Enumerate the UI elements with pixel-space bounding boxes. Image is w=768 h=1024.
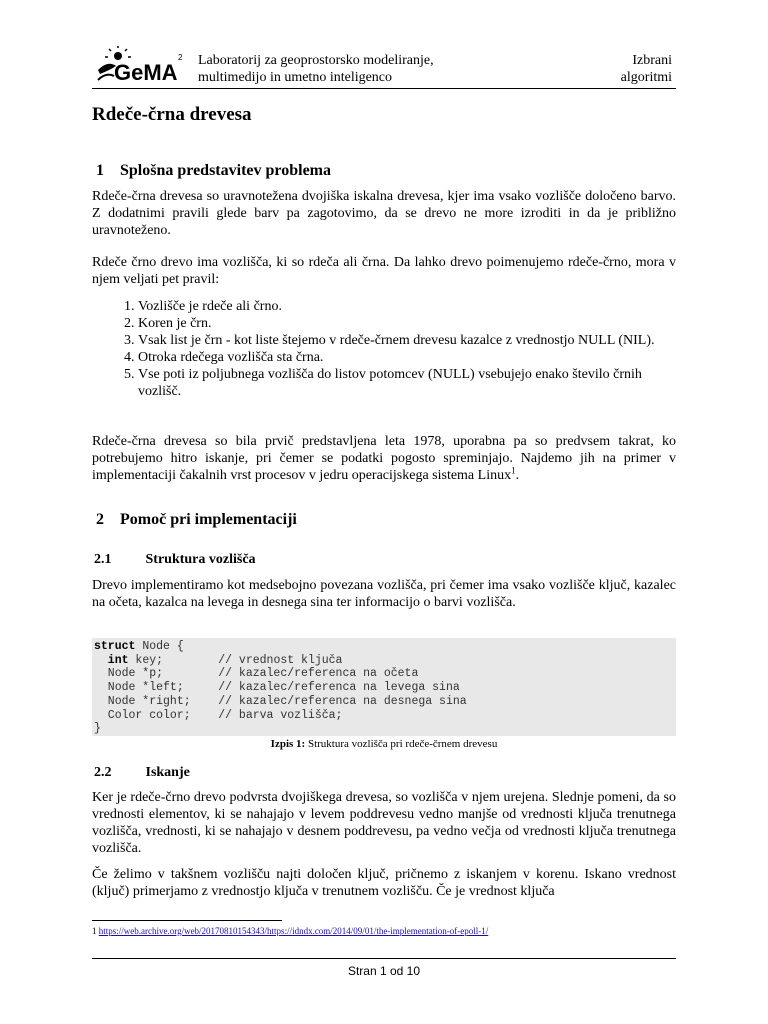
document-title: Rdeče-črna drevesa <box>92 104 252 125</box>
section-1-heading: 1 Splošna predstavitev problema <box>96 162 331 179</box>
list-item: 5. Vse poti iz poljubnega vozlišča do listov potomcev (NULL) vsebujejo enako število črnih vozlišč. <box>138 366 676 400</box>
subsection-2-2-heading: 2.2 Iskanje <box>94 765 190 780</box>
gema-logo <box>94 46 186 86</box>
course-name: Izbrani algoritmi <box>620 53 672 85</box>
list-item: 2. Koren je črn. <box>138 315 676 332</box>
footnote-divider <box>92 920 282 921</box>
list-item: 3. Vsak list je črn - kot liste štejemo v rdeče-črnem drevesu kazalce z vrednostjo NULL (NIL). <box>138 332 676 349</box>
section-1-paragraph-3: Rdeče-črna drevesa so bila prvič predstavljena leta 1978, uporabna pa so predvsem takrat, ko potrebujemo hitro iskanje, pri čemer se podatki pogosto spreminjajo. Najdemo jih na primer v implementaciji čakalnih vrst procesov v jedru operacijskega sistema Linux$^1$. <box>92 434 676 483</box>
subsection-2-1-paragraph: Drevo implementiramo kot medsebojno povezana vozlišča, pri čemer ima vsako vozlišče ključ, kazalec na očeta, kazalca na levega in desnega sina ter informacijo o barvi vozlišča. <box>92 578 676 610</box>
section-1-paragraph-2: Rdeče črno drevo ima vozlišča, ki so rdeča ali črna. Da lahko drevo poimenujemo rdeče-črno, mora v njem veljati pet pravil: <box>92 255 676 287</box>
page-number: Stran 1 od 10 <box>347 964 421 978</box>
footnote: 1 https://web.archive.org/web/20170810154343/https://idndx.com/2014/09/01/the-implementation-of-epoll-1/ <box>92 926 489 936</box>
section-1-paragraph-1: Rdeče-črna drevesa so uravnotežena dvojiška iskalna drevesa, kjer ima vsako vozlišče določeno barvo. Z dodatnimi pravili glede barv pa zagotovimo, da se drevo ne more izroditi in da je približno uravnoteženo. <box>92 189 676 238</box>
rules-list <box>92 298 676 400</box>
subsection-2-2-paragraph-2: Če želimo v takšnem vozlišču najti določen ključ, pričnemo z iskanjem v korenu. Iskano vrednost (ključ) primerjamo z vrednostjo ključa v trenutnem vozlišču. Če je vrednost ključa <box>92 867 676 899</box>
subsection-2-2-paragraph-1: Ker je rdeče-črno drevo podvrsta dvojiškega drevesa, so vozlišča v njem urejena. Slednje pomeni, da so vrednosti elementov, ki se nahajajo v levem poddrevesu vedno manjše od vrednosti ključa trenutnega vozlišča, vrednosti, ki se nahajajo v desnem poddrevesu, pa vedno večja od vrednosti ključa trenutnega vozlišča. <box>92 790 676 856</box>
list-item: 4. Otroka rdečega vozlišča sta črna. <box>138 349 676 366</box>
section-2-heading: 2 Pomoč pri implementaciji <box>96 511 297 528</box>
svg-text:2: 2 <box>178 53 183 62</box>
footnote-link[interactable]: https://web.archive.org/web/20170810154343/https://idndx.com/2014/09/01/the-implementation-of-epoll-1/ <box>98 926 489 936</box>
code-caption: Izpis 1: Struktura vozlišča pri rdeče-črnem drevesu <box>270 738 498 750</box>
page-header <box>92 44 676 89</box>
subsection-2-1-heading: 2.1 Struktura vozlišča <box>94 552 256 567</box>
svg-text:GeMA: GeMA <box>114 60 178 85</box>
lab-name: Laboratorij za geoprostorsko modeliranje, multimedijo in umetno inteligenco <box>198 53 434 85</box>
code-listing: struct Node { int key; // vrednost ključa Node *p; // kazalec/referenca na očeta Node *left; // kazalec/referenca na levega sina Node *right; // kazalec/referenca na desnega sina Color color; // barva vozlišča; } <box>92 638 676 736</box>
footnote-marker[interactable]: 1 <box>511 465 516 476</box>
footer-divider <box>92 958 676 959</box>
gema-logo-graphic <box>94 46 186 86</box>
list-item: 1. Vozlišče je rdeče ali črno. <box>138 298 676 315</box>
